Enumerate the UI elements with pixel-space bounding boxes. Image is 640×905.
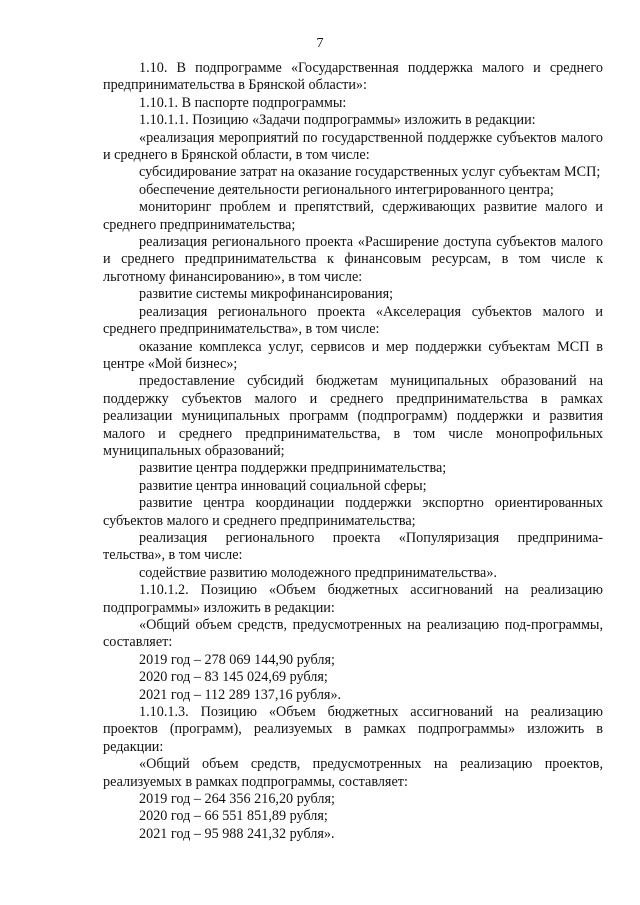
budget-line-2020: 2020 год – 83 145 024,69 рубля; <box>139 669 328 686</box>
paragraph: развитие центра координации поддержки экспортно ориентированных субъектов малого и среднего предпринимательства; <box>103 495 603 529</box>
paragraph: «Общий объем средств, предусмотренных на реализацию проектов, реализуемых в рамках подпрограммы, составляет: <box>103 756 603 790</box>
paragraph: реализация регионального проекта «Расширение доступа субъектов малого и среднего предпринимательства к финансовым ресурсам, в том числе к льготному финансированию», в том числе: <box>103 234 603 285</box>
paragraph: субсидирование затрат на оказание государственных услуг субъектам МСП; <box>139 164 601 181</box>
paragraph: реализация регионального проекта «Популяризация предпринима-тельства», в том числе: <box>103 529 603 564</box>
paragraph: «реализация мероприятий по государственной поддержке субъектов малого и среднего в Брянской области, в том числе: <box>103 129 603 164</box>
paragraph: реализация регионального проекта «Акселерация субъектов малого и среднего предпринимательства», в том числе: <box>103 303 603 338</box>
paragraph-1-10: 1.10. В подпрограмме «Государственная поддержка малого и среднего предпринимательства в Брянской области»: <box>103 60 603 94</box>
paragraph: развитие центра инноваций социальной сферы; <box>139 477 427 494</box>
paragraph-1-10-1-2: 1.10.1.2. Позицию «Объем бюджетных ассигнований на реализацию подпрограммы» изложить в редакции: <box>103 582 603 616</box>
projects-budget-line-2020: 2020 год – 66 551 851,89 рубля; <box>139 808 328 825</box>
paragraph: «Общий объем средств, предусмотренных на реализацию под-программы, составляет: <box>103 617 603 651</box>
paragraph: мониторинг проблем и препятствий, сдерживающих развитие малого и среднего предпринимательства; <box>103 199 603 233</box>
projects-budget-line-2021: 2021 год – 95 988 241,32 рубля». <box>139 825 335 842</box>
budget-line-2021: 2021 год – 112 289 137,16 рубля». <box>139 686 342 703</box>
paragraph-1-10-1-3: 1.10.1.3. Позицию «Объем бюджетных ассигнований на реализацию проектов (программ), реализуемых в рамках подпрограммы» изложить в редакции: <box>103 704 603 755</box>
projects-budget-line-2019: 2019 год – 264 356 216,20 рубля; <box>139 791 335 808</box>
paragraph: развитие системы микрофинансирования; <box>139 286 394 303</box>
page-number: 7 <box>316 36 324 51</box>
document-body <box>103 60 603 843</box>
paragraph-1-10-1: 1.10.1. В паспорте подпрограммы: <box>139 94 347 111</box>
budget-line-2019: 2019 год – 278 069 144,90 рубля; <box>139 651 335 668</box>
paragraph: предоставление субсидий бюджетам муниципальных образований на поддержку субъектов малого и среднего предпринимательства в рамках реализации муниципальных программ (подпрограмм) поддержки и развития малого и среднего предпринимательства, в том числе монопрофильных муниципальных образований; <box>103 373 603 459</box>
paragraph-1-10-1-1: 1.10.1.1. Позицию «Задачи подпрограммы» изложить в редакции: <box>139 112 536 129</box>
paragraph: обеспечение деятельности регионального интегрированного центра; <box>139 181 554 198</box>
paragraph: развитие центра поддержки предпринимательства; <box>139 460 447 477</box>
paragraph: содействие развитию молодежного предпринимательства». <box>139 564 497 581</box>
paragraph: оказание комплекса услуг, сервисов и мер поддержки субъектам МСП в центре «Мой бизнес»; <box>103 338 603 372</box>
